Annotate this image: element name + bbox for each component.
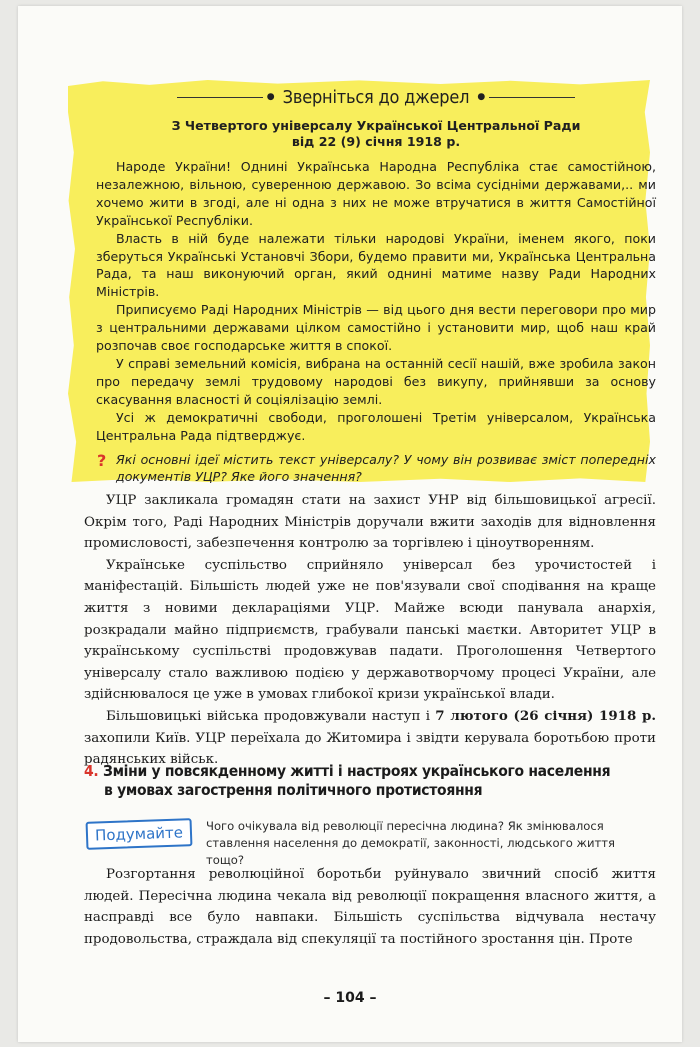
excerpt-paragraph: Усі ж демократичні свободи, проголошені Третім універсалом, Українська Центральна Рада підтверджує. (96, 409, 656, 443)
main-text-block-2 (84, 864, 656, 950)
section-title-text: Зміни у повсякденному житті і настроях українського населення (102, 762, 611, 780)
document-title (96, 118, 656, 150)
body-paragraph: УЦР закликала громадян стати на захист УНР від більшовицької агресії. Окрім того, Раді Народних Міністрів доручали вжити заходів для відновлення промисловості, забезпечення контролю за торгівлею і ціноутворенням. (84, 493, 656, 552)
paragraph-text: захопили Київ. УЦР переїхала до Житомира і звідти керувала боротьбою проти радянських військ. (84, 730, 656, 768)
document-title-line2: від 22 (9) січня 1918 р. (291, 134, 461, 149)
section-heading-line2: в умовах загострення політичного протистояння (104, 781, 483, 799)
section-number: 4. (84, 762, 99, 780)
date-highlight: 7 лютого (26 січня) 1918 р. (435, 707, 657, 724)
think-prompt (84, 818, 656, 867)
body-paragraph (84, 706, 656, 771)
source-header-title: Зверніться до джерел (282, 86, 470, 108)
source-header (96, 88, 656, 112)
paragraph-text: Більшовицькі війська продовжували наступ і (106, 708, 436, 724)
document-excerpt (96, 158, 656, 445)
question-mark-icon: ? (97, 450, 107, 470)
ornament-icon: ● (266, 91, 275, 102)
main-text-block (84, 490, 656, 771)
section-heading (84, 762, 656, 800)
section-heading-line1 (84, 762, 656, 781)
think-question: Чого очікувала від революції пересічна людина? Як змінювалося ставлення населення до демократії, законності, людського життя тощо? (206, 819, 615, 867)
question-text: Які основні ідеї містить текст універсалу? У чому він розвиває зміст попередніх документів УЦР? Яке його значення? (116, 451, 656, 485)
excerpt-paragraph: Приписуємо Раді Народних Міністрів — від цього дня вести переговори про мир з центральними державами цілком самостійно і установити мир, щоб наш край розпочав своє господарське життя в спокої. (96, 302, 656, 354)
excerpt-paragraph: У справі земельний комісія, вибрана на останній сесії нашій, вже зробила закон про передачу землі трудовому народові без викупу, прийнявши за основу скасування власності й соціялізацію землі. (96, 355, 656, 407)
header-rule-right (489, 97, 575, 98)
excerpt-paragraph: Власть в ній буде належати тільки народові України, іменем якого, поки зберуться Українські Установчі Збори, будемо правити ми, Українська Центральна Рада, та наш виконуючий орган, який однині матиме назву Ради Народних Міністрів. (96, 230, 656, 300)
header-rule-left (177, 97, 263, 98)
excerpt-paragraph: Народе України! Однині Українська Народна Республіка стає самостійною, незалежною, вільною, суверенною державою. Зо всіма сусідніми державами,.. ми хочемо жити в згоді, але ні одна з них не може втручатися в життя Самостійної Української Республіки. (96, 159, 656, 228)
document-title-line1: З Четвертого універсалу Української Центральної Ради (171, 118, 581, 133)
source-question (96, 451, 656, 487)
page-number: – 104 – (323, 990, 377, 1006)
ornament-icon: ● (477, 91, 486, 102)
body-paragraph: Розгортання революційної боротьби руйнувало звичний спосіб життя людей. Пересічна людина чекала від революції покращення власного життя, а насправді все було навпаки. Більшість суспільства відчувала нестачу продовольства, страждала від спекуляції та постійного зростання цін. Проте (84, 867, 656, 947)
source-box-content (96, 88, 656, 486)
body-paragraph: Українське суспільство сприйняло універсал без урочистостей і маніфестацій. Більшість людей уже не пов'язували свої сподівання на краще життя з новими деклараціями УЦР. Майже всюди панувала анархія, розкрадали майно підприємств, грабували панські маєтки. Авторитет УЦР в українському суспільстві продовжував падати. Проголошення Четвертого універсалу стало важливою подією у державотворчому процесі України, але здійснювалося це уже в умовах глибокої кризи української влади. (84, 557, 656, 703)
think-badge: Подумайте (86, 818, 193, 850)
